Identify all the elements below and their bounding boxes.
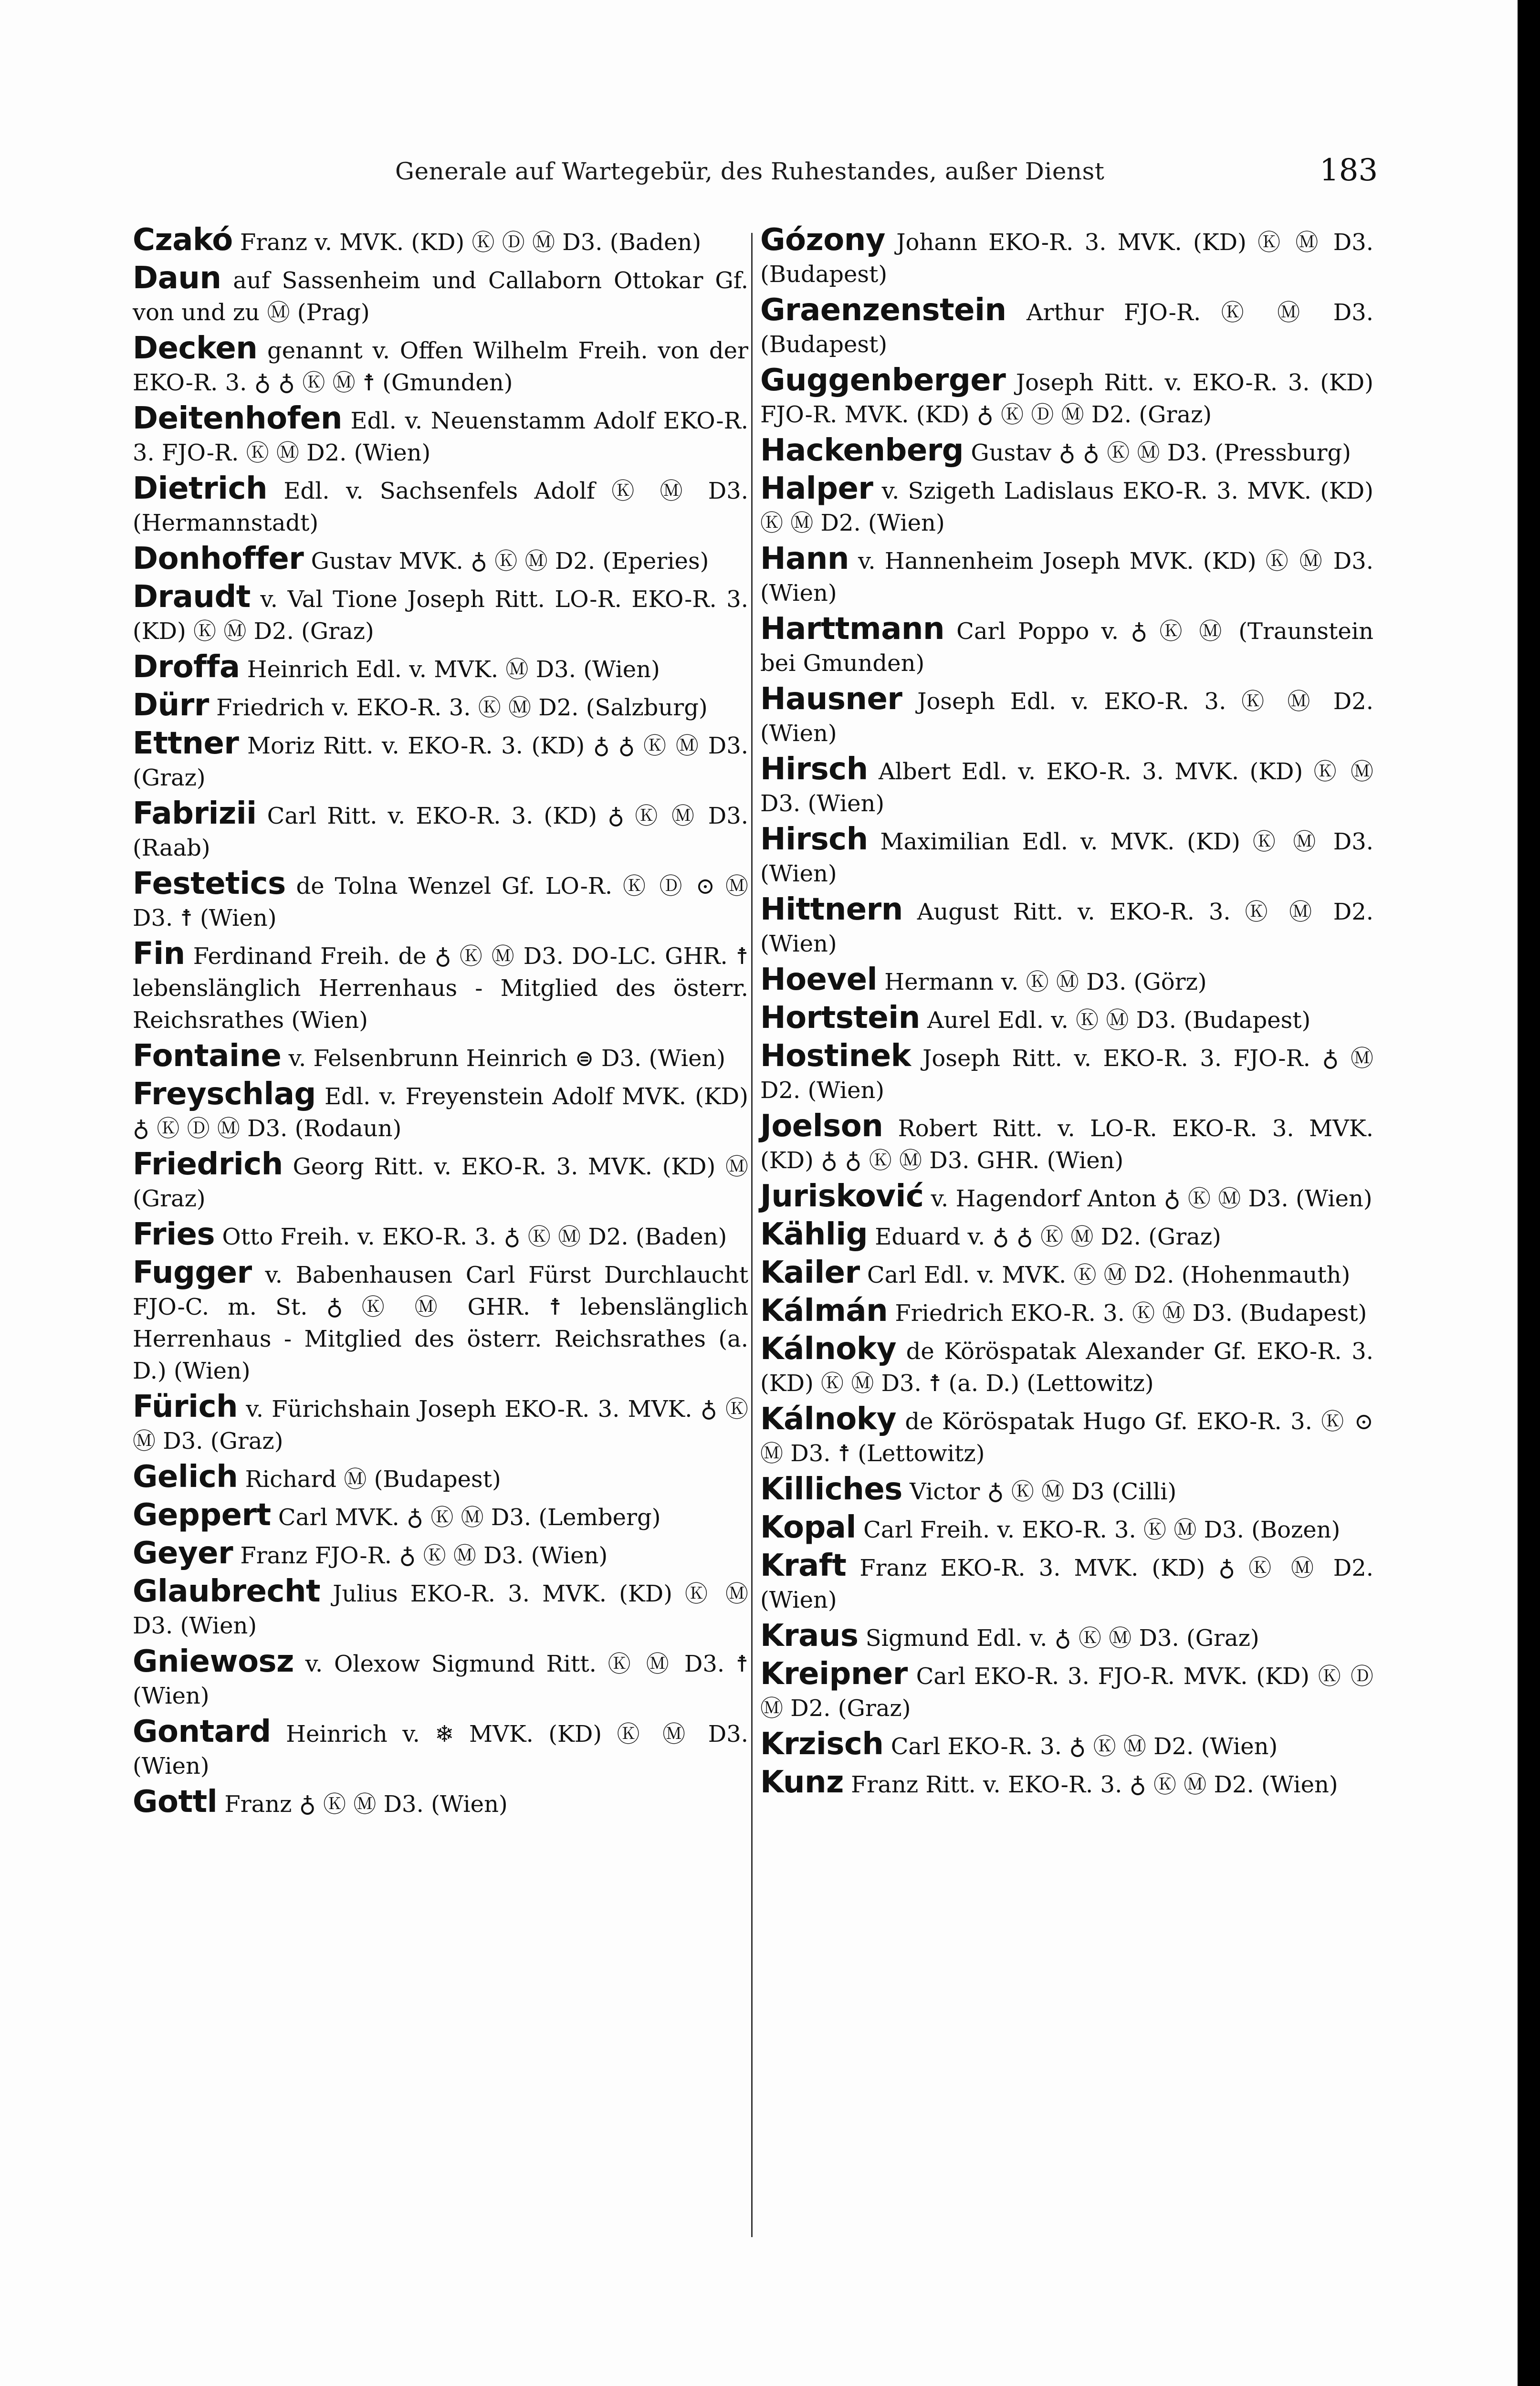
- register-entry: [760, 1040, 1373, 1107]
- entry-surname: Freyschlag: [133, 1077, 316, 1112]
- entry-details: v. Val Tione Joseph Ritt. LO-R. EKO-R. 3. (KD) Ⓚ Ⓜ D2. (Graz): [133, 586, 748, 645]
- left-column: [133, 224, 748, 1824]
- entry-details: Otto Freih. v. EKO-R. 3. ♁ Ⓚ Ⓜ D2. (Baden): [215, 1224, 727, 1250]
- entry-details: de Tolna Wenzel Gf. LO-R. Ⓚ Ⓓ ⊙ Ⓜ D3. ☨ (Wien): [133, 873, 748, 931]
- entry-details: Edl. v. Neuenstamm Adolf EKO-R. 3. FJO-R. Ⓚ Ⓜ D2. (Wien): [133, 408, 748, 466]
- entry-surname: Gontard: [133, 1714, 271, 1749]
- entry-details: Victor ♁ Ⓚ Ⓜ D3 (Cilli): [902, 1478, 1177, 1505]
- entry-surname: Draudt: [133, 579, 251, 615]
- entry-details: Arthur FJO-R. Ⓚ Ⓜ D3. (Budapest): [760, 299, 1373, 358]
- entry-details: Georg Ritt. v. EKO-R. 3. MVK. (KD) Ⓜ (Graz): [133, 1153, 748, 1212]
- entry-surname: Hittnern: [760, 892, 903, 927]
- column-divider: [751, 233, 753, 2237]
- register-entry: [760, 365, 1373, 431]
- entry-surname: Kálnoky: [760, 1331, 897, 1367]
- entry-details: v. Babenhausen Carl Fürst Durchlaucht FJO-C. m. St. ♁ Ⓚ Ⓜ GHR. ☨ lebenslänglich Herrenhaus - Mitglied des österr. Reichsrathes (a. D.) (Wien): [133, 1262, 748, 1384]
- register-entry: [133, 1499, 748, 1534]
- entry-surname: Hirsch: [760, 752, 868, 787]
- right-column: [760, 224, 1373, 1805]
- entry-details: Maximilian Edl. v. MVK. (KD) Ⓚ Ⓜ D3. (Wien): [760, 828, 1373, 887]
- register-entry: [760, 1219, 1373, 1253]
- entry-surname: Dürr: [133, 688, 209, 723]
- register-entry: [760, 543, 1373, 609]
- entry-surname: Fries: [133, 1217, 215, 1252]
- register-entry: [760, 1333, 1373, 1400]
- register-entry: [133, 1257, 748, 1387]
- page-header: [0, 153, 1518, 196]
- register-entry: [760, 1728, 1373, 1763]
- entry-surname: Fontaine: [133, 1038, 282, 1074]
- register-entry: [133, 798, 748, 864]
- entry-details: Gustav MVK. ♁ Ⓚ Ⓜ D2. (Eperies): [304, 548, 709, 575]
- entry-details: Carl Freih. v. EKO-R. 3. Ⓚ Ⓜ D3. (Bozen): [856, 1517, 1341, 1543]
- entry-details: Eduard v. ♁ ♁ Ⓚ Ⓜ D2. (Graz): [868, 1224, 1221, 1250]
- entry-surname: Fin: [133, 936, 185, 972]
- entry-details: Carl EKO-R. 3. FJO-R. MVK. (KD) Ⓚ Ⓓ Ⓜ D2. (Graz): [760, 1663, 1373, 1722]
- register-entry: [760, 1767, 1373, 1801]
- entry-surname: Geppert: [133, 1497, 271, 1533]
- entry-details: v. Felsenbrunn Heinrich ⊜ D3. (Wien): [281, 1045, 726, 1072]
- entry-details: Carl Ritt. v. EKO-R. 3. (KD) ♁ Ⓚ Ⓜ D3. (Raab): [133, 803, 748, 861]
- register-entry: [133, 1149, 748, 1215]
- entry-details: Friedrich EKO-R. 3. Ⓚ Ⓜ D3. (Budapest): [888, 1300, 1367, 1327]
- entry-details: Johann EKO-R. 3. MVK. (KD) Ⓚ Ⓜ D3. (Budapest): [760, 229, 1373, 288]
- register-entry: [133, 581, 748, 648]
- entry-surname: Gózony: [760, 222, 885, 258]
- entry-details: de Köröspatak Hugo Gf. EKO-R. 3. Ⓚ ⊙ Ⓜ D3. ☨ (Lettowitz): [760, 1408, 1373, 1467]
- entry-surname: Daun: [133, 261, 221, 296]
- register-entry: [133, 868, 748, 934]
- entry-surname: Kraus: [760, 1618, 859, 1653]
- entry-surname: Halper: [760, 471, 873, 506]
- entry-surname: Hostinek: [760, 1038, 911, 1074]
- entry-surname: Festetics: [133, 866, 286, 901]
- entry-details: Carl Edl. v. MVK. Ⓚ Ⓜ D2. (Hohenmauth): [859, 1262, 1351, 1288]
- register-entry: [760, 753, 1373, 820]
- entry-details: Franz ♁ Ⓚ Ⓜ D3. (Wien): [217, 1791, 508, 1818]
- register-entry: [133, 262, 748, 329]
- entry-surname: Kopal: [760, 1510, 856, 1545]
- entry-details: Carl EKO-R. 3. ♁ Ⓚ Ⓜ D2. (Wien): [883, 1733, 1278, 1760]
- entry-details: Sigmund Edl. v. ♁ Ⓚ Ⓜ D3. (Graz): [858, 1625, 1259, 1652]
- entry-details: de Köröspatak Alexander Gf. EKO-R. 3. (KD) Ⓚ Ⓜ D3. ☨ (a. D.) (Lettowitz): [760, 1338, 1373, 1397]
- entry-surname: Gelich: [133, 1459, 238, 1495]
- entry-surname: Hortstein: [760, 1000, 920, 1036]
- entry-details: Franz FJO-R. ♁ Ⓚ Ⓜ D3. (Wien): [233, 1542, 608, 1569]
- register-entry: [133, 473, 748, 539]
- register-entry: [133, 1786, 748, 1821]
- entry-details: Aurel Edl. v. Ⓚ Ⓜ D3. (Budapest): [920, 1007, 1311, 1034]
- entry-surname: Krzisch: [760, 1727, 884, 1762]
- entry-surname: Czakó: [133, 222, 233, 258]
- entry-surname: Kraft: [760, 1548, 847, 1583]
- register-entry: [760, 1002, 1373, 1036]
- register-entry: [133, 1391, 748, 1457]
- entry-surname: Fabrizii: [133, 796, 257, 831]
- entry-details: Edl. v. Sachsenfels Adolf Ⓚ Ⓜ D3. (Hermannstadt): [133, 478, 748, 536]
- register-entry: [760, 613, 1373, 680]
- register-entry: [133, 543, 748, 577]
- register-entry: [133, 728, 748, 794]
- register-entry: [760, 1550, 1373, 1616]
- register-entry: [133, 690, 748, 724]
- entry-details: Joseph Ritt. v. EKO-R. 3. FJO-R. ♁ Ⓜ D2. (Wien): [760, 1045, 1373, 1104]
- entry-surname: Hann: [760, 541, 849, 576]
- register-entry: [133, 1646, 748, 1712]
- register-entry: [133, 224, 748, 259]
- entry-details: August Ritt. v. EKO-R. 3. Ⓚ Ⓜ D2. (Wien): [760, 899, 1373, 957]
- register-entry: [133, 403, 748, 469]
- register-entry: [760, 1295, 1373, 1329]
- page-number: 183: [1320, 153, 1378, 188]
- running-head: Generale auf Wartegebür, des Ruhestandes, außer Dienst: [395, 157, 1105, 185]
- entry-surname: Graenzenstein: [760, 293, 1006, 328]
- register-entry: [133, 651, 748, 686]
- register-entry: [133, 1538, 748, 1572]
- register-entry: [760, 894, 1373, 960]
- entry-surname: Harttmann: [760, 611, 944, 647]
- entry-details: Joseph Ritt. v. EKO-R. 3. (KD) FJO-R. MVK. (KD) ♁ Ⓚ Ⓓ Ⓜ D2. (Graz): [760, 369, 1373, 428]
- scan-edge: [1518, 0, 1540, 2386]
- entry-surname: Fürich: [133, 1389, 238, 1424]
- entry-surname: Gottl: [133, 1784, 218, 1820]
- entry-details: v. Olexow Sigmund Ritt. Ⓚ Ⓜ D3. ☨ (Wien): [133, 1651, 748, 1709]
- entry-details: Franz EKO-R. 3. MVK. (KD) ♁ Ⓚ Ⓜ D2. (Wien): [760, 1555, 1373, 1613]
- entry-surname: Hackenberg: [760, 433, 964, 468]
- entry-surname: Killiches: [760, 1472, 902, 1507]
- register-entry: [760, 964, 1373, 998]
- entry-details: Moriz Ritt. v. EKO-R. 3. (KD) ♁ ♁ Ⓚ Ⓜ D3. (Graz): [133, 733, 748, 791]
- register-entry: [760, 294, 1373, 361]
- entry-details: genannt v. Offen Wilhelm Freih. von der EKO-R. 3. ♁ ♁ Ⓚ Ⓜ ☨ (Gmunden): [133, 337, 748, 396]
- entry-details: Carl Poppo v. ♁ Ⓚ Ⓜ (Traunstein bei Gmunden): [760, 618, 1373, 677]
- register-entry: [133, 1078, 748, 1145]
- entry-details: v. Hannenheim Joseph MVK. (KD) Ⓚ Ⓜ D3. (Wien): [760, 548, 1373, 607]
- entry-details: Franz Ritt. v. EKO-R. 3. ♁ Ⓚ Ⓜ D2. (Wien): [843, 1771, 1338, 1798]
- entry-surname: Dietrich: [133, 471, 268, 506]
- entry-surname: Fugger: [133, 1255, 252, 1290]
- register-entry: [760, 1181, 1373, 1215]
- entry-details: v. Fürichshain Joseph EKO-R. 3. MVK. ♁ Ⓚ Ⓜ D3. (Graz): [133, 1396, 748, 1455]
- entry-details: Gustav ♁ ♁ Ⓚ Ⓜ D3. (Pressburg): [964, 440, 1351, 466]
- register-entry: [760, 1474, 1373, 1508]
- entry-details: Carl MVK. ♁ Ⓚ Ⓜ D3. (Lemberg): [271, 1504, 661, 1531]
- register-entry: [760, 435, 1373, 469]
- register-entry: [133, 1576, 748, 1642]
- register-entry: [760, 1110, 1373, 1177]
- register-entry: [133, 938, 748, 1036]
- entry-surname: Kunz: [760, 1765, 844, 1800]
- entry-details: auf Sassenheim und Callaborn Ottokar Gf. von und zu Ⓜ (Prag): [133, 267, 748, 326]
- register-entry: [133, 1716, 748, 1782]
- entry-details: Franz v. MVK. (KD) Ⓚ Ⓓ Ⓜ D3. (Baden): [232, 229, 702, 256]
- entry-details: v. Szigeth Ladislaus EKO-R. 3. MVK. (KD) Ⓚ Ⓜ D2. (Wien): [760, 478, 1373, 536]
- register-entry: [133, 333, 748, 399]
- entry-details: Friedrich v. EKO-R. 3. Ⓚ Ⓜ D2. (Salzburg): [209, 694, 708, 721]
- entry-surname: Kählig: [760, 1217, 868, 1252]
- register-entry: [760, 1620, 1373, 1654]
- entry-surname: Hirsch: [760, 822, 868, 857]
- entry-surname: Deitenhofen: [133, 401, 342, 436]
- entry-details: Richard Ⓜ (Budapest): [238, 1466, 501, 1493]
- register-entry: [760, 683, 1373, 750]
- entry-surname: Kálmán: [760, 1293, 888, 1329]
- entry-surname: Jurisković: [760, 1179, 924, 1214]
- entry-details: Hermann v. Ⓚ Ⓜ D3. (Görz): [877, 969, 1207, 995]
- entry-surname: Gniewosz: [133, 1644, 294, 1679]
- entry-details: Edl. v. Freyenstein Adolf MVK. (KD) ♁ Ⓚ Ⓓ Ⓜ D3. (Rodaun): [133, 1083, 748, 1142]
- entry-surname: Hoevel: [760, 962, 877, 997]
- entry-details: Albert Edl. v. EKO-R. 3. MVK. (KD) Ⓚ Ⓜ D3. (Wien): [760, 758, 1373, 817]
- entry-surname: Ettner: [133, 726, 239, 761]
- entry-surname: Kailer: [760, 1255, 860, 1290]
- entry-surname: Geyer: [133, 1536, 233, 1571]
- entry-surname: Guggenberger: [760, 363, 1006, 398]
- register-entry: [760, 1257, 1373, 1291]
- entry-details: v. Hagendorf Anton ♁ Ⓚ Ⓜ D3. (Wien): [923, 1185, 1372, 1212]
- register-entry: [760, 1512, 1373, 1546]
- entry-surname: Donhoffer: [133, 541, 304, 576]
- entry-surname: Droffa: [133, 649, 240, 685]
- entry-surname: Joelson: [760, 1109, 883, 1144]
- register-entry: [760, 1403, 1373, 1470]
- register-entry: [760, 824, 1373, 890]
- entry-details: Ferdinand Freih. de ♁ Ⓚ Ⓜ D3. DO-LC. GHR. ☨ lebenslänglich Herrenhaus - Mitglied des österr. Reichsrathes (Wien): [133, 943, 748, 1034]
- entry-details: Robert Ritt. v. LO-R. EKO-R. 3. MVK. (KD) ♁ ♁ Ⓚ Ⓜ D3. GHR. (Wien): [760, 1115, 1373, 1174]
- entry-details: Joseph Edl. v. EKO-R. 3. Ⓚ Ⓜ D2. (Wien): [760, 688, 1373, 747]
- entry-surname: Hausner: [760, 681, 902, 717]
- register-entry: [760, 1658, 1373, 1725]
- entry-details: Heinrich Edl. v. MVK. Ⓜ D3. (Wien): [240, 656, 660, 683]
- entry-details: Heinrich v. ❄ MVK. (KD) Ⓚ Ⓜ D3. (Wien): [133, 1721, 748, 1779]
- register-entry: [133, 1040, 748, 1075]
- register-entry: [133, 1219, 748, 1253]
- entry-surname: Glaubrecht: [133, 1574, 321, 1609]
- entry-surname: Kreipner: [760, 1656, 908, 1692]
- register-entry: [133, 1461, 748, 1496]
- entry-surname: Decken: [133, 331, 258, 366]
- entry-details: Julius EKO-R. 3. MVK. (KD) Ⓚ Ⓜ D3. (Wien): [133, 1580, 748, 1639]
- register-entry: [760, 473, 1373, 539]
- entry-surname: Kálnoky: [760, 1402, 897, 1437]
- register-entry: [760, 224, 1373, 291]
- entry-surname: Friedrich: [133, 1147, 283, 1182]
